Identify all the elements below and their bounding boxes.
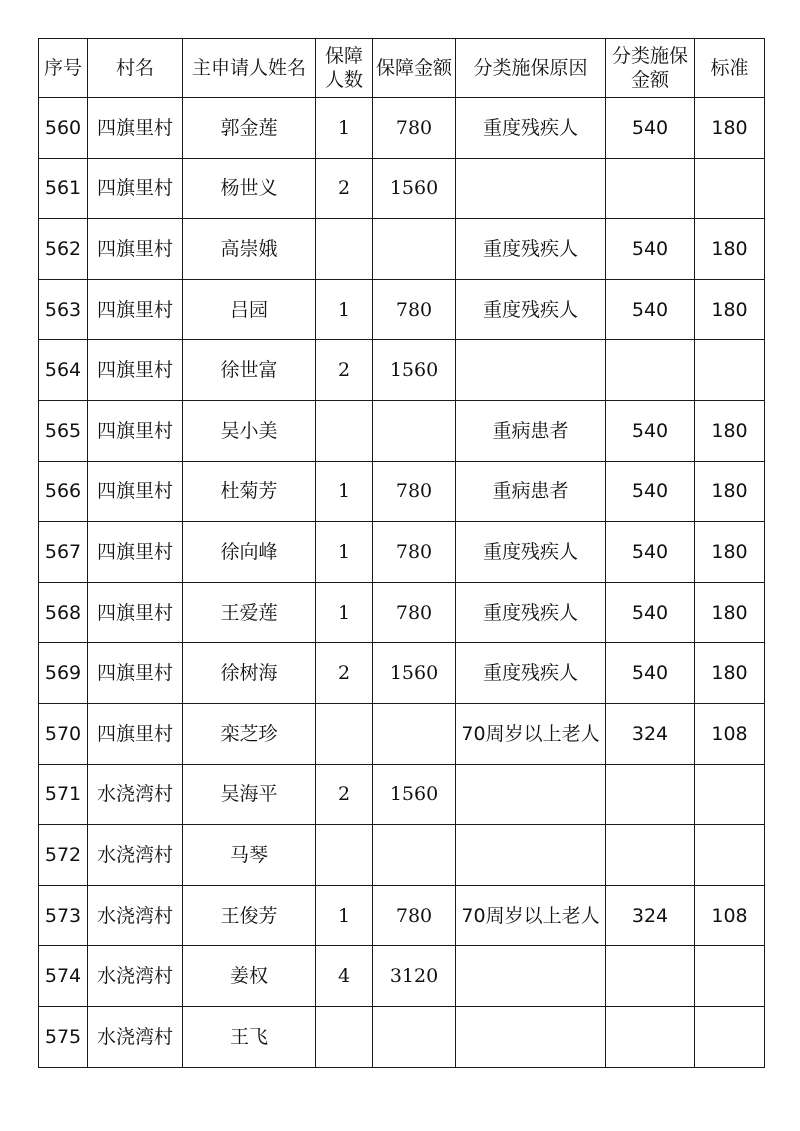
- cell-category-amount: 540: [606, 643, 695, 704]
- cell-amount: 1560: [373, 643, 456, 704]
- cell-count: 1: [316, 885, 373, 946]
- cell-reason: 重度残疾人: [456, 98, 606, 159]
- header-category-amount: 分类施保金额: [606, 39, 695, 98]
- cell-count: 1: [316, 461, 373, 522]
- cell-standard: 180: [695, 643, 765, 704]
- table-row: [39, 219, 765, 280]
- cell-standard: 108: [695, 885, 765, 946]
- cell-applicant-name: 吕园: [183, 279, 316, 340]
- cell-id: 560: [39, 98, 88, 159]
- cell-reason: [456, 1006, 606, 1067]
- cell-standard: 180: [695, 461, 765, 522]
- cell-reason: [456, 764, 606, 825]
- cell-village: 四旗里村: [88, 522, 183, 583]
- cell-amount: 780: [373, 582, 456, 643]
- cell-amount: 1560: [373, 764, 456, 825]
- header-village: 村名: [88, 39, 183, 98]
- cell-reason: 重度残疾人: [456, 522, 606, 583]
- cell-count: 1: [316, 522, 373, 583]
- cell-reason: 重度残疾人: [456, 219, 606, 280]
- header-applicant-name: 主申请人姓名: [183, 39, 316, 98]
- table-row: [39, 158, 765, 219]
- cell-village: 四旗里村: [88, 340, 183, 401]
- cell-applicant-name: 王俊芳: [183, 885, 316, 946]
- table-row: [39, 279, 765, 340]
- table-header-row: [39, 39, 765, 98]
- cell-standard: 180: [695, 582, 765, 643]
- cell-amount: 1560: [373, 340, 456, 401]
- table-row: [39, 703, 765, 764]
- header-reason: 分类施保原因: [456, 39, 606, 98]
- cell-village: 四旗里村: [88, 582, 183, 643]
- cell-category-amount: 540: [606, 279, 695, 340]
- cell-applicant-name: 郭金莲: [183, 98, 316, 159]
- cell-count: 1: [316, 279, 373, 340]
- cell-village: 四旗里村: [88, 400, 183, 461]
- cell-count: 1: [316, 98, 373, 159]
- cell-count: 1: [316, 582, 373, 643]
- cell-amount: [373, 1006, 456, 1067]
- cell-village: 四旗里村: [88, 158, 183, 219]
- table-row: [39, 643, 765, 704]
- cell-id: 568: [39, 582, 88, 643]
- table-row: [39, 98, 765, 159]
- cell-amount: 780: [373, 885, 456, 946]
- cell-applicant-name: 徐树海: [183, 643, 316, 704]
- cell-reason: 重病患者: [456, 461, 606, 522]
- cell-standard: [695, 764, 765, 825]
- cell-id: 562: [39, 219, 88, 280]
- cell-id: 567: [39, 522, 88, 583]
- cell-id: 575: [39, 1006, 88, 1067]
- cell-applicant-name: 吴小美: [183, 400, 316, 461]
- cell-category-amount: [606, 946, 695, 1007]
- cell-standard: 180: [695, 279, 765, 340]
- cell-standard: [695, 1006, 765, 1067]
- cell-village: 四旗里村: [88, 703, 183, 764]
- cell-village: 四旗里村: [88, 279, 183, 340]
- cell-standard: [695, 825, 765, 886]
- cell-id: 572: [39, 825, 88, 886]
- cell-count: [316, 703, 373, 764]
- cell-applicant-name: 吴海平: [183, 764, 316, 825]
- cell-standard: [695, 158, 765, 219]
- cell-category-amount: [606, 825, 695, 886]
- cell-applicant-name: 杨世义: [183, 158, 316, 219]
- cell-amount: 3120: [373, 946, 456, 1007]
- cell-village: 水浇湾村: [88, 825, 183, 886]
- cell-amount: [373, 400, 456, 461]
- cell-amount: [373, 219, 456, 280]
- cell-reason: 重度残疾人: [456, 643, 606, 704]
- cell-reason: [456, 158, 606, 219]
- cell-id: 566: [39, 461, 88, 522]
- cell-amount: [373, 703, 456, 764]
- table-row: [39, 400, 765, 461]
- cell-village: 水浇湾村: [88, 946, 183, 1007]
- table-row: [39, 764, 765, 825]
- table-row: [39, 885, 765, 946]
- cell-count: [316, 1006, 373, 1067]
- cell-reason: [456, 340, 606, 401]
- cell-village: 水浇湾村: [88, 885, 183, 946]
- cell-applicant-name: 王飞: [183, 1006, 316, 1067]
- cell-category-amount: 540: [606, 219, 695, 280]
- table-row: [39, 825, 765, 886]
- cell-applicant-name: 徐向峰: [183, 522, 316, 583]
- cell-category-amount: 324: [606, 885, 695, 946]
- cell-category-amount: 540: [606, 582, 695, 643]
- cell-count: 2: [316, 340, 373, 401]
- table-row: [39, 461, 765, 522]
- cell-amount: [373, 825, 456, 886]
- table-row: [39, 1006, 765, 1067]
- cell-applicant-name: 徐世富: [183, 340, 316, 401]
- cell-id: 574: [39, 946, 88, 1007]
- cell-id: 561: [39, 158, 88, 219]
- cell-standard: 180: [695, 522, 765, 583]
- cell-count: [316, 825, 373, 886]
- cell-category-amount: 324: [606, 703, 695, 764]
- header-id: 序号: [39, 39, 88, 98]
- cell-id: 564: [39, 340, 88, 401]
- cell-village: 四旗里村: [88, 643, 183, 704]
- cell-reason: [456, 946, 606, 1007]
- cell-applicant-name: 马琴: [183, 825, 316, 886]
- cell-reason: 70周岁以上老人: [456, 703, 606, 764]
- table-row: [39, 340, 765, 401]
- cell-standard: 180: [695, 219, 765, 280]
- cell-amount: 780: [373, 461, 456, 522]
- cell-reason: 重病患者: [456, 400, 606, 461]
- cell-village: 四旗里村: [88, 98, 183, 159]
- table-body: [39, 98, 765, 1068]
- cell-id: 563: [39, 279, 88, 340]
- cell-reason: [456, 825, 606, 886]
- cell-count: [316, 400, 373, 461]
- cell-village: 四旗里村: [88, 219, 183, 280]
- assistance-table: [38, 38, 765, 1068]
- cell-reason: 70周岁以上老人: [456, 885, 606, 946]
- cell-count: [316, 219, 373, 280]
- cell-id: 565: [39, 400, 88, 461]
- cell-id: 569: [39, 643, 88, 704]
- header-amount: 保障金额: [373, 39, 456, 98]
- cell-id: 571: [39, 764, 88, 825]
- table-row: [39, 582, 765, 643]
- cell-count: 2: [316, 764, 373, 825]
- cell-category-amount: 540: [606, 522, 695, 583]
- cell-applicant-name: 栾芝珍: [183, 703, 316, 764]
- cell-village: 水浇湾村: [88, 1006, 183, 1067]
- cell-count: 4: [316, 946, 373, 1007]
- cell-amount: 1560: [373, 158, 456, 219]
- cell-standard: 180: [695, 98, 765, 159]
- cell-village: 水浇湾村: [88, 764, 183, 825]
- cell-category-amount: [606, 340, 695, 401]
- cell-category-amount: 540: [606, 400, 695, 461]
- cell-standard: 180: [695, 400, 765, 461]
- header-standard: 标准: [695, 39, 765, 98]
- cell-applicant-name: 杜菊芳: [183, 461, 316, 522]
- cell-count: 2: [316, 158, 373, 219]
- table-row: [39, 946, 765, 1007]
- cell-standard: [695, 340, 765, 401]
- cell-category-amount: 540: [606, 461, 695, 522]
- cell-amount: 780: [373, 279, 456, 340]
- cell-applicant-name: 王爱莲: [183, 582, 316, 643]
- header-count: 保障人数: [316, 39, 373, 98]
- cell-category-amount: [606, 764, 695, 825]
- cell-id: 573: [39, 885, 88, 946]
- cell-applicant-name: 高崇娥: [183, 219, 316, 280]
- cell-amount: 780: [373, 98, 456, 159]
- cell-category-amount: [606, 158, 695, 219]
- cell-reason: 重度残疾人: [456, 582, 606, 643]
- cell-standard: [695, 946, 765, 1007]
- cell-amount: 780: [373, 522, 456, 583]
- cell-applicant-name: 姜权: [183, 946, 316, 1007]
- cell-village: 四旗里村: [88, 461, 183, 522]
- cell-category-amount: 540: [606, 98, 695, 159]
- cell-standard: 108: [695, 703, 765, 764]
- cell-reason: 重度残疾人: [456, 279, 606, 340]
- cell-category-amount: [606, 1006, 695, 1067]
- cell-count: 2: [316, 643, 373, 704]
- table-row: [39, 522, 765, 583]
- cell-id: 570: [39, 703, 88, 764]
